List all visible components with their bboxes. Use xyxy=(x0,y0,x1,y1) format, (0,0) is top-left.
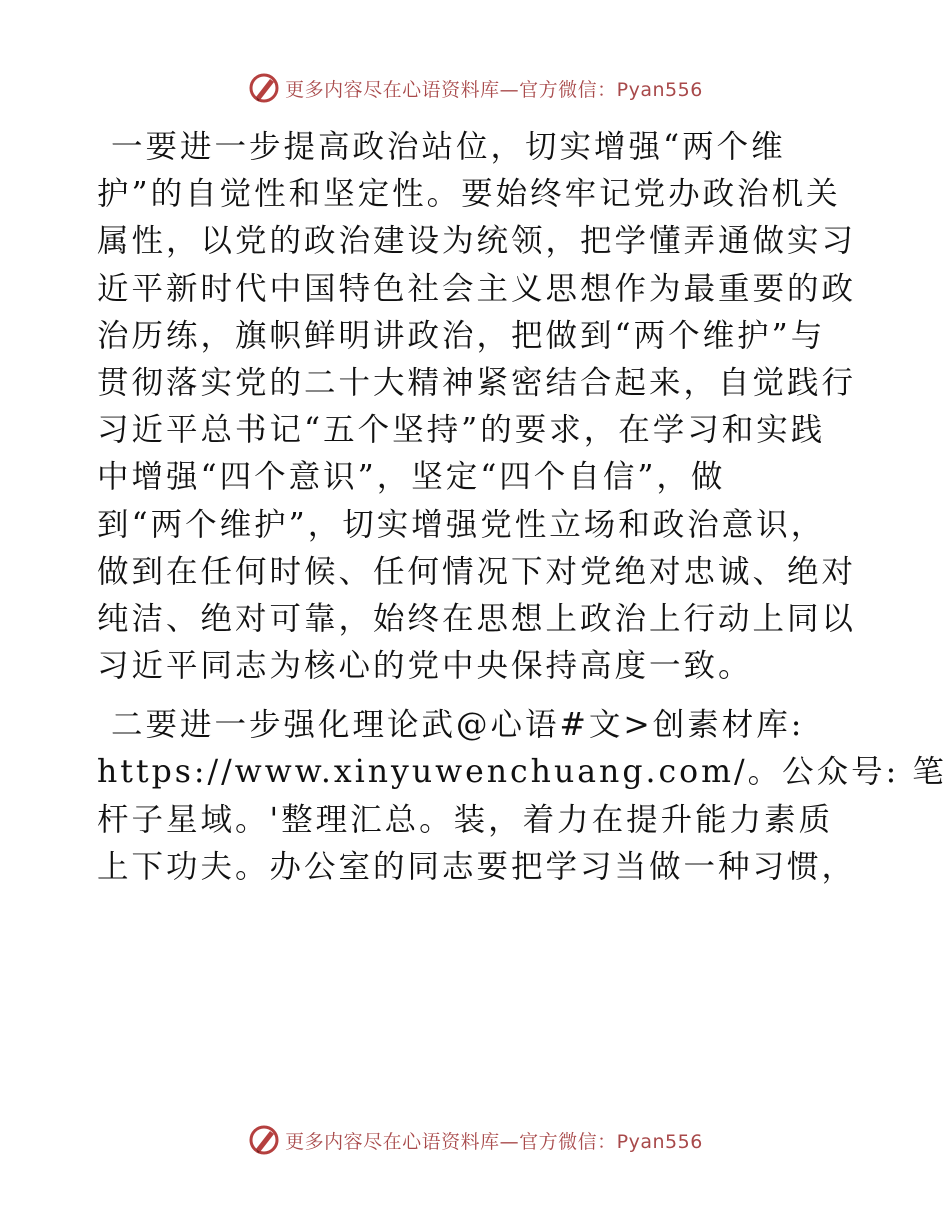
text-line: https://www.xinyuwenchuang.com/。公众号: 笔 xyxy=(97,754,947,791)
text-line: 中增强“四个意识”，坚定“四个自信”，做 xyxy=(97,459,726,496)
paragraph-1 xyxy=(97,124,857,690)
pen-logo-icon xyxy=(247,1123,281,1157)
text-line: 二要进一步强化理论武@心语#文>创素材库: xyxy=(111,707,805,744)
document-body xyxy=(97,124,947,891)
text-line: 杆子星域。'整理汇总。装，着力在提升能力素质 xyxy=(97,801,834,838)
text-line: 近平新时代中国特色社会主义思想作为最重要的政 xyxy=(97,270,857,307)
text-line: 习近平同志为核心的党中央保持高度一致。 xyxy=(97,648,753,685)
text-line: 纯洁、绝对可靠，始终在思想上政治上行动上同以 xyxy=(97,600,857,637)
text-line: 治历练，旗帜鲜明讲政治，把做到“两个维护”与 xyxy=(97,317,826,354)
text-line: 习近平总书记“五个坚持”的要求，在学习和实践 xyxy=(97,412,826,449)
banner-text: 更多内容尽在心语资料库—官方微信：Pyan556 xyxy=(285,78,703,101)
footer-banner xyxy=(0,1120,950,1160)
text-line: 属性，以党的政治建设为统领，把学懂弄通做实习 xyxy=(97,223,857,260)
text-line: 护”的自觉性和坚定性。要始终牢记党办政治机关 xyxy=(97,176,841,213)
header-banner xyxy=(0,68,950,108)
pen-logo-icon xyxy=(247,71,281,105)
text-line: 上下功夫。办公室的同志要把学习当做一种习惯， xyxy=(97,848,857,885)
paragraph-2 xyxy=(97,702,947,891)
text-line: 做到在任何时候、任何情况下对党绝对忠诚、绝对 xyxy=(97,553,857,590)
text-line: 贯彻落实党的二十大精神紧密结合起来，自觉践行 xyxy=(97,364,857,401)
text-line: 一要进一步提高政治站位，切实增强“两个维 xyxy=(111,129,786,165)
text-line: 到“两个维护”，切实增强党性立场和政治意识， xyxy=(97,506,826,543)
banner-text: 更多内容尽在心语资料库—官方微信：Pyan556 xyxy=(285,1130,703,1153)
